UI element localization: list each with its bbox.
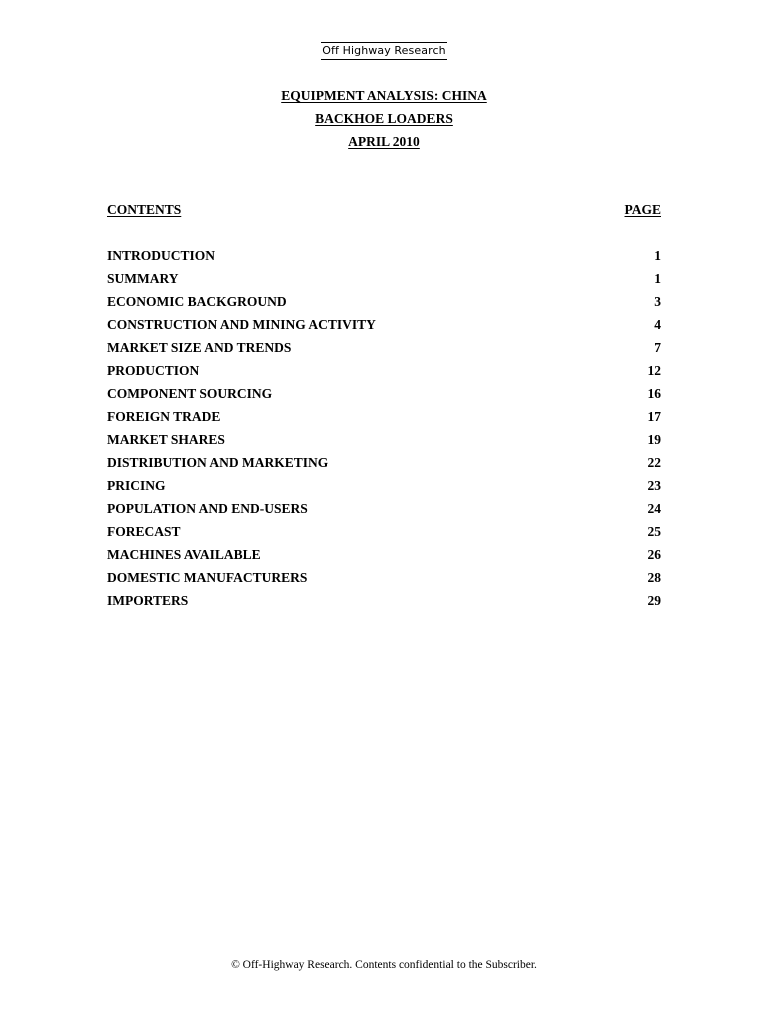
toc-entry	[107, 408, 661, 431]
toc-entry-label: DOMESTIC MANUFACTURERS	[107, 570, 308, 585]
toc-entry-label: PRICING	[107, 478, 166, 493]
toc-entry-page: 1	[654, 248, 661, 263]
toc-entry-label: COMPONENT SOURCING	[107, 386, 273, 401]
contents-list	[107, 247, 661, 615]
toc-entry-label: FOREIGN TRADE	[107, 409, 221, 424]
toc-entry-label: PRODUCTION	[107, 363, 200, 378]
toc-entry-label: ECONOMIC BACKGROUND	[107, 294, 287, 309]
toc-entry-label: SUMMARY	[107, 271, 179, 286]
toc-entry	[107, 546, 661, 569]
toc-entry-page: 17	[647, 409, 661, 424]
toc-entry	[107, 362, 661, 385]
toc-entry	[107, 500, 661, 523]
toc-entry	[107, 454, 661, 477]
toc-entry-page: 25	[647, 524, 661, 539]
toc-entry-page: 26	[647, 547, 661, 562]
toc-entry-page: 19	[647, 432, 661, 447]
toc-entry-page: 4	[654, 317, 661, 332]
toc-entry	[107, 316, 661, 339]
toc-entry	[107, 477, 661, 500]
toc-entry-label: INTRODUCTION	[107, 248, 216, 263]
brand-name: Off Highway Research	[321, 42, 446, 60]
toc-entry	[107, 385, 661, 408]
page-heading: PAGE	[624, 202, 661, 217]
toc-entry-label: IMPORTERS	[107, 593, 189, 608]
contents-heading: CONTENTS	[107, 202, 182, 217]
toc-entry-label: MARKET SIZE AND TRENDS	[107, 340, 292, 355]
toc-entry-page: 1	[654, 271, 661, 286]
toc-entry	[107, 431, 661, 454]
document-title	[0, 87, 768, 156]
toc-entry	[107, 293, 661, 316]
toc-entry-page: 12	[647, 363, 661, 378]
toc-entry-page: 3	[654, 294, 661, 309]
toc-entry-page: 24	[647, 501, 661, 516]
toc-entry-page: 22	[647, 455, 661, 470]
contents-header	[107, 202, 661, 218]
toc-entry	[107, 247, 661, 270]
toc-entry-label: MACHINES AVAILABLE	[107, 547, 261, 562]
toc-entry-page: 16	[647, 386, 661, 401]
toc-entry-page: 29	[647, 593, 661, 608]
toc-entry	[107, 270, 661, 293]
toc-entry	[107, 592, 661, 615]
toc-entry-label: CONSTRUCTION AND MINING ACTIVITY	[107, 317, 376, 332]
toc-entry-page: 28	[647, 570, 661, 585]
toc-entry	[107, 569, 661, 592]
toc-entry-label: POPULATION AND END-USERS	[107, 501, 308, 516]
toc-entry	[107, 523, 661, 546]
toc-entry-page: 23	[647, 478, 661, 493]
toc-entry	[107, 339, 661, 362]
title-line-2: BACKHOE LOADERS	[315, 111, 453, 126]
toc-entry-label: FORECAST	[107, 524, 181, 539]
title-line-1: EQUIPMENT ANALYSIS: CHINA	[281, 88, 487, 103]
footer-copyright: © Off-Highway Research. Contents confidential to the Subscriber.	[231, 959, 537, 971]
toc-entry-page: 7	[654, 340, 661, 355]
toc-entry-label: MARKET SHARES	[107, 432, 225, 447]
toc-entry-label: DISTRIBUTION AND MARKETING	[107, 455, 329, 470]
title-line-3: APRIL 2010	[348, 134, 420, 149]
page-header	[0, 41, 768, 60]
